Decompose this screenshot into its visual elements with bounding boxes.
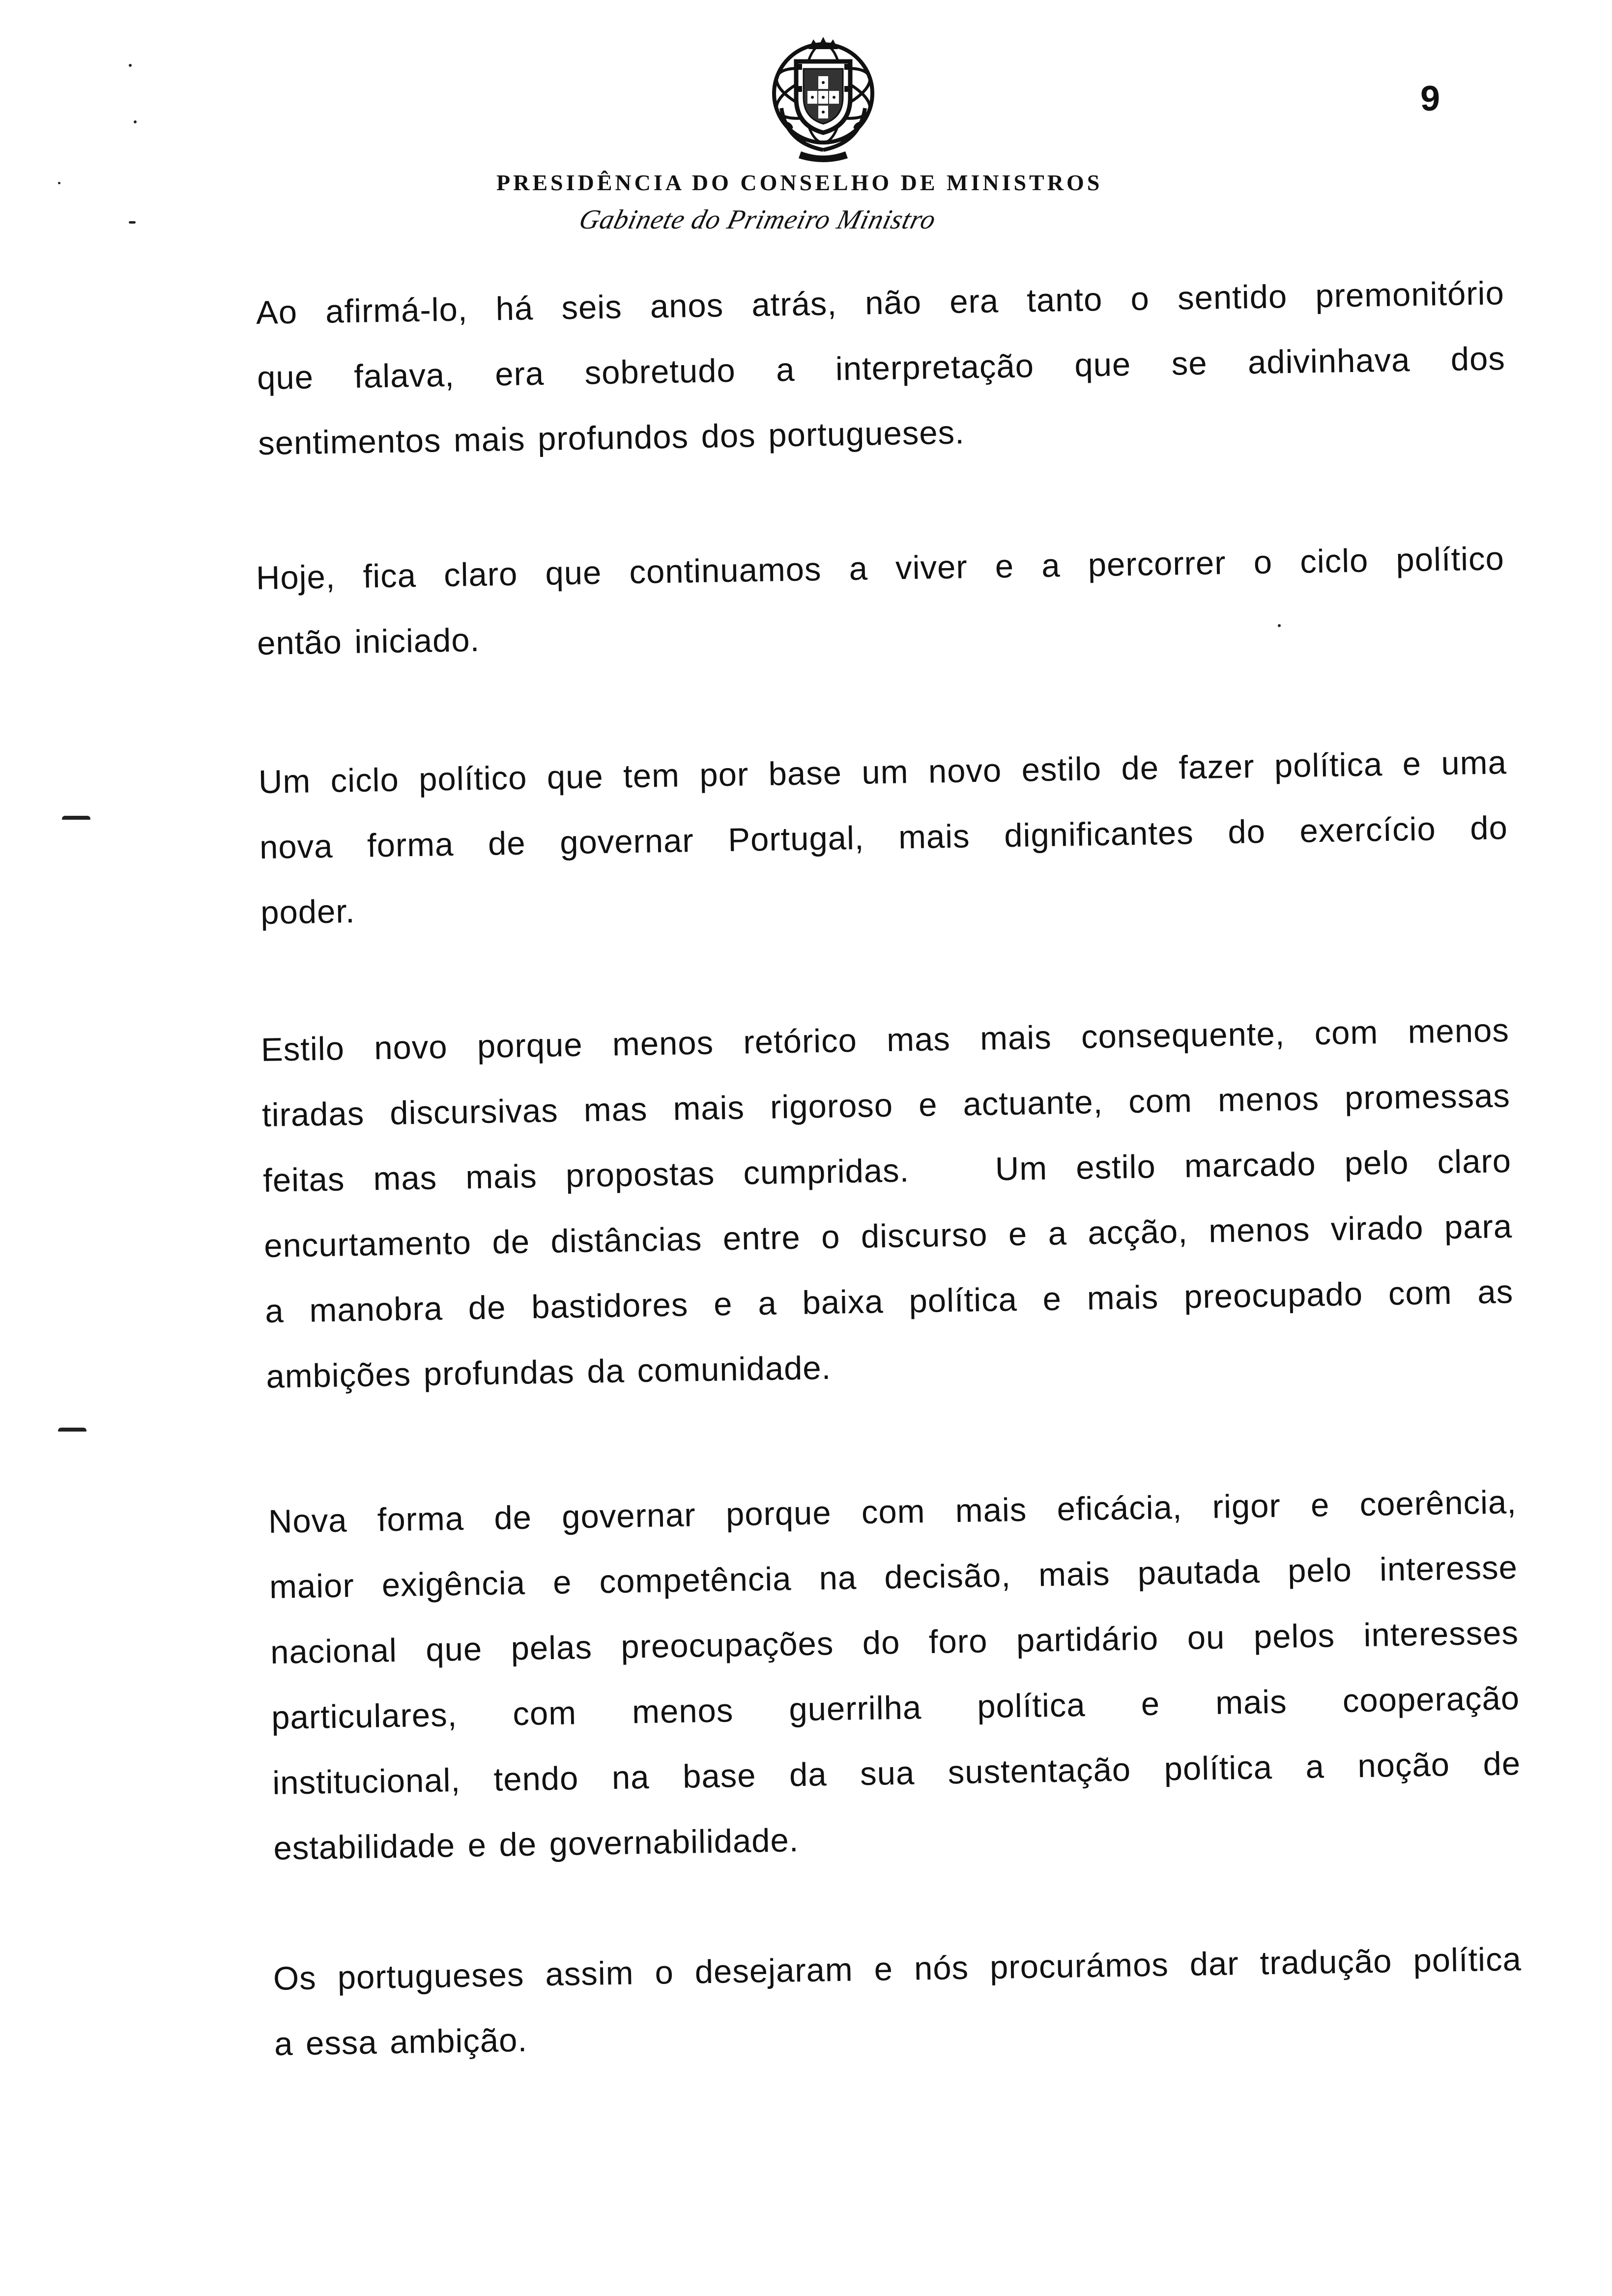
text-line: feitas mas mais propostas cumpridas. Um estilo marcado pelo claro (262, 1143, 1512, 1199)
paragraph-1 (256, 260, 1507, 476)
scan-mark (129, 64, 132, 67)
paragraph-6 (273, 1926, 1523, 2077)
coat-of-arms-icon (767, 34, 880, 162)
text-line: poder. (260, 892, 356, 931)
text-line: estabilidade e de governabilidade. (273, 1822, 799, 1867)
text-line: institucional, tendo na base da sua sustentação política a noção de (272, 1745, 1521, 1802)
text-line: Nova forma de governar porque com mais eficácia, rigor e coerência, (268, 1484, 1517, 1540)
text-line: então iniciado. (257, 621, 480, 662)
page-number: 9 (1420, 79, 1440, 118)
text-line: Um ciclo político que tem por base um novo estilo de fazer política e uma (258, 744, 1507, 801)
paragraph-4 (260, 998, 1515, 1409)
text-line: a manobra de bastidores e a baixa política e mais preocupado com as (264, 1273, 1514, 1330)
text-line: ambições profundas da comunidade. (265, 1349, 832, 1395)
paragraph-5 (268, 1469, 1522, 1881)
text-line: que falava, era sobretudo a interpretação que se adivinhava dos (257, 340, 1506, 397)
scan-mark (62, 816, 90, 820)
text-line: encurtamento de distâncias entre o discurso e a acção, menos virado para (263, 1208, 1513, 1264)
text-line: Hoje, fica claro que continuamos a viver e a percorrer o ciclo político (256, 540, 1505, 597)
text-line: sentimentos mais profundos dos portugueses. (258, 414, 965, 462)
text-line: a essa ambição. (274, 2021, 528, 2063)
text-line: nacional que pelas preocupações do foro partidário ou pelos interesses (270, 1614, 1519, 1671)
text-line: Estilo novo porque menos retórico mas mais consequente, com menos (260, 1012, 1510, 1068)
scan-mark (58, 1428, 86, 1432)
paragraph-3 (258, 730, 1509, 946)
scan-mark (134, 120, 137, 123)
text-line: nova forma de governar Portugal, mais dignificantes do exercício do (259, 809, 1508, 866)
header-subtitle: Gabinete do Primeiro Ministro (576, 204, 939, 235)
header-title: PRESIDÊNCIA DO CONSELHO DE MINISTROS (496, 170, 1103, 195)
scan-mark (58, 182, 60, 184)
paragraph-2 (256, 526, 1506, 676)
text-line: tiradas discursivas mas mais rigoroso e actuante, com menos promessas (261, 1077, 1511, 1134)
scan-mark (129, 221, 136, 224)
text-line: particulares, com menos guerrilha política e mais cooperação (271, 1680, 1520, 1736)
text-line: Ao afirmá-lo, há seis anos atrás, não era tanto o sentido premonitório (256, 275, 1505, 331)
text-line: maior exigência e competência na decisão, mais pautada pelo interesse (269, 1549, 1518, 1606)
text-line: Os portugueses assim o desejaram e nós procurámos dar tradução política (273, 1941, 1522, 1997)
